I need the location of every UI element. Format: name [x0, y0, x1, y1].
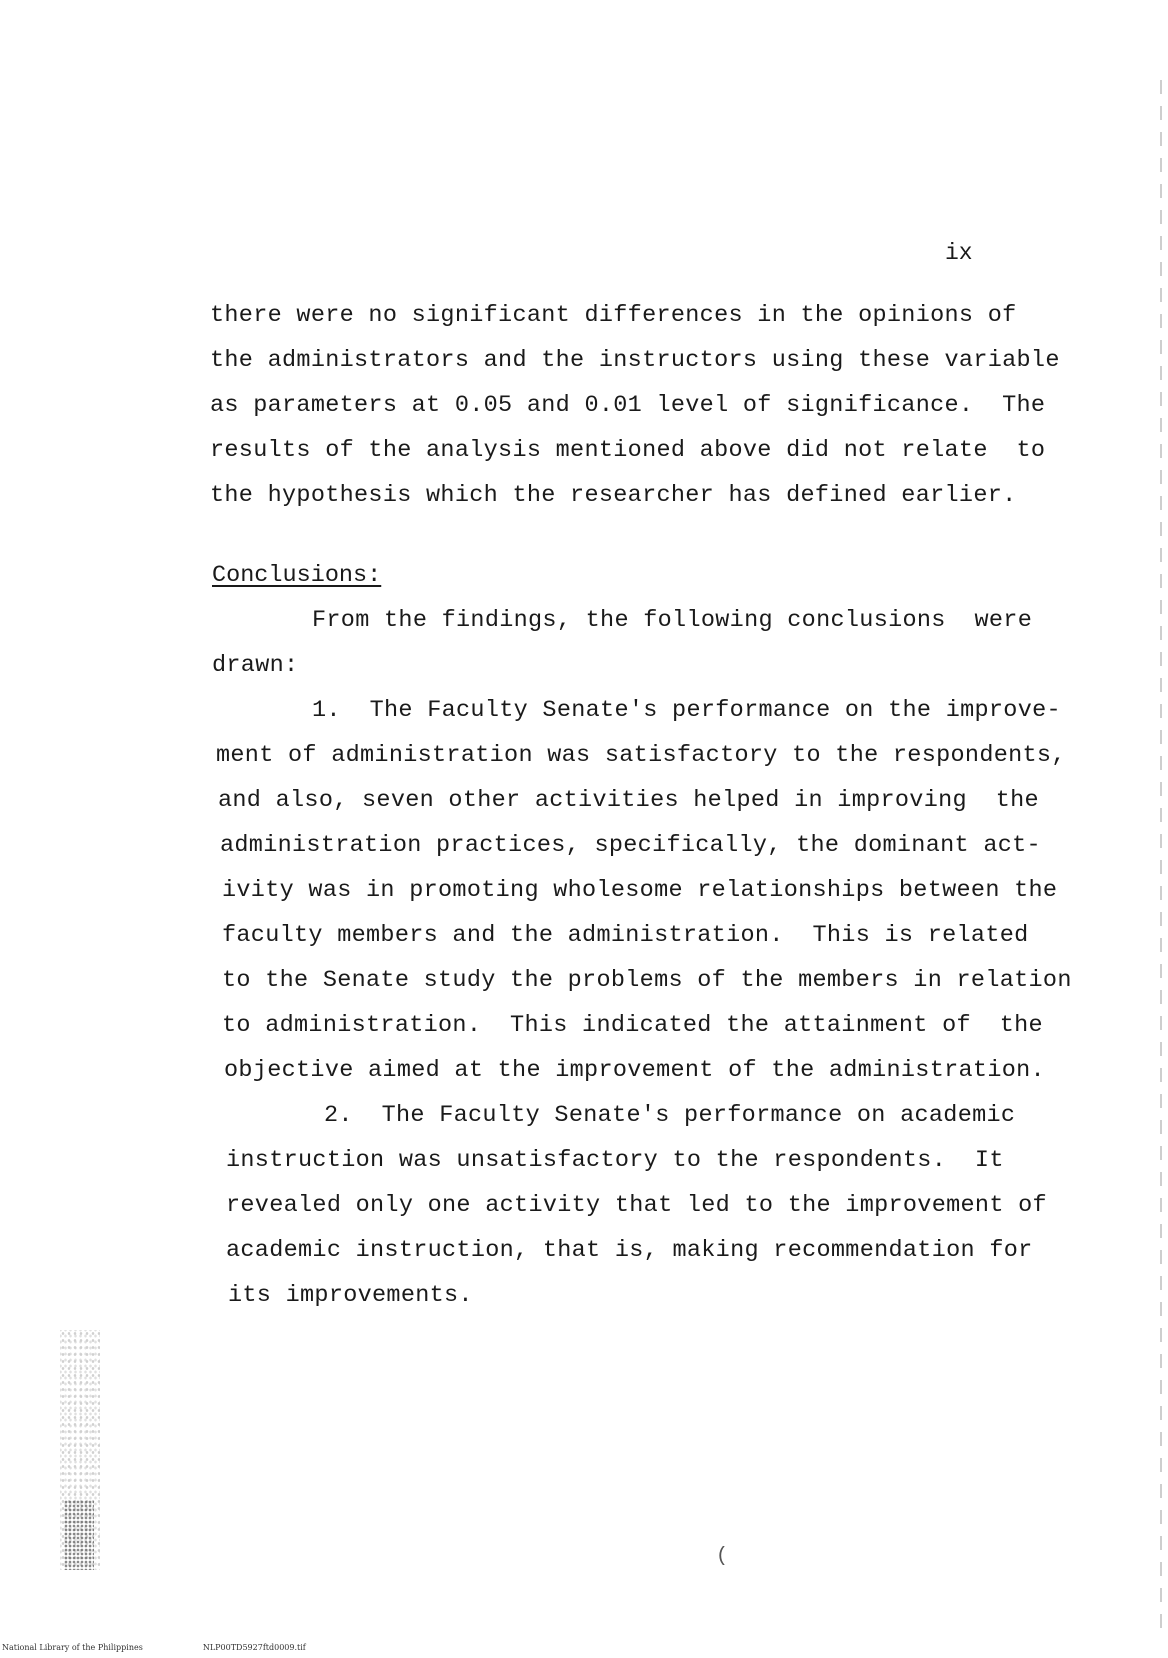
- scan-footer: [2, 1643, 306, 1652]
- footer-file-code: NLP00TD5927ftd0009.tif: [202, 1643, 306, 1652]
- list-item-line: ment of administration was satisfactory to the respondents,: [216, 742, 1066, 769]
- text-line: as parameters at 0.05 and 0.01 level of significance. The: [210, 392, 1046, 419]
- text-line: there were no significant differences in the opinions of: [210, 302, 1017, 329]
- list-item-line: faculty members and the administration. This is related: [222, 922, 1029, 949]
- text-line: From the findings, the following conclusions were: [312, 607, 1033, 634]
- list-item-line: to administration. This indicated the attainment of the: [222, 1012, 1043, 1039]
- scan-edge-artifact: [1160, 80, 1162, 1640]
- list-item-line: ivity was in promoting wholesome relationships between the: [222, 877, 1058, 904]
- list-item-line: 1. The Faculty Senate's performance on the improve-: [312, 697, 1061, 724]
- list-item-line: its improvements.: [228, 1282, 473, 1309]
- list-item-line: 2. The Faculty Senate's performance on academic: [324, 1102, 1016, 1129]
- list-item-line: objective aimed at the improvement of the administration.: [224, 1057, 1045, 1084]
- list-item-line: instruction was unsatisfactory to the respondents. It: [226, 1147, 1004, 1174]
- scan-noise-artifact-dark: [64, 1500, 94, 1570]
- text-line: the hypothesis which the researcher has defined earlier.: [210, 482, 1017, 509]
- list-item-line: to the Senate study the problems of the members in relation: [222, 967, 1072, 994]
- text-line: drawn:: [212, 652, 299, 679]
- section-heading: Conclusions:: [212, 562, 382, 589]
- page-number: ix: [945, 240, 973, 266]
- text-line: results of the analysis mentioned above did not relate to: [210, 437, 1046, 464]
- list-item-line: revealed only one activity that led to the improvement of: [226, 1192, 1047, 1219]
- stray-pen-mark: (: [716, 1545, 729, 1568]
- list-item-line: academic instruction, that is, making recommendation for: [226, 1237, 1033, 1264]
- text-line: the administrators and the instructors using these variable: [210, 347, 1060, 374]
- list-item-line: administration practices, specifically, the dominant act-: [220, 832, 1041, 859]
- list-item-line: and also, seven other activities helped in improving the: [218, 787, 1039, 814]
- footer-library: National Library of the Philippines: [2, 1643, 143, 1652]
